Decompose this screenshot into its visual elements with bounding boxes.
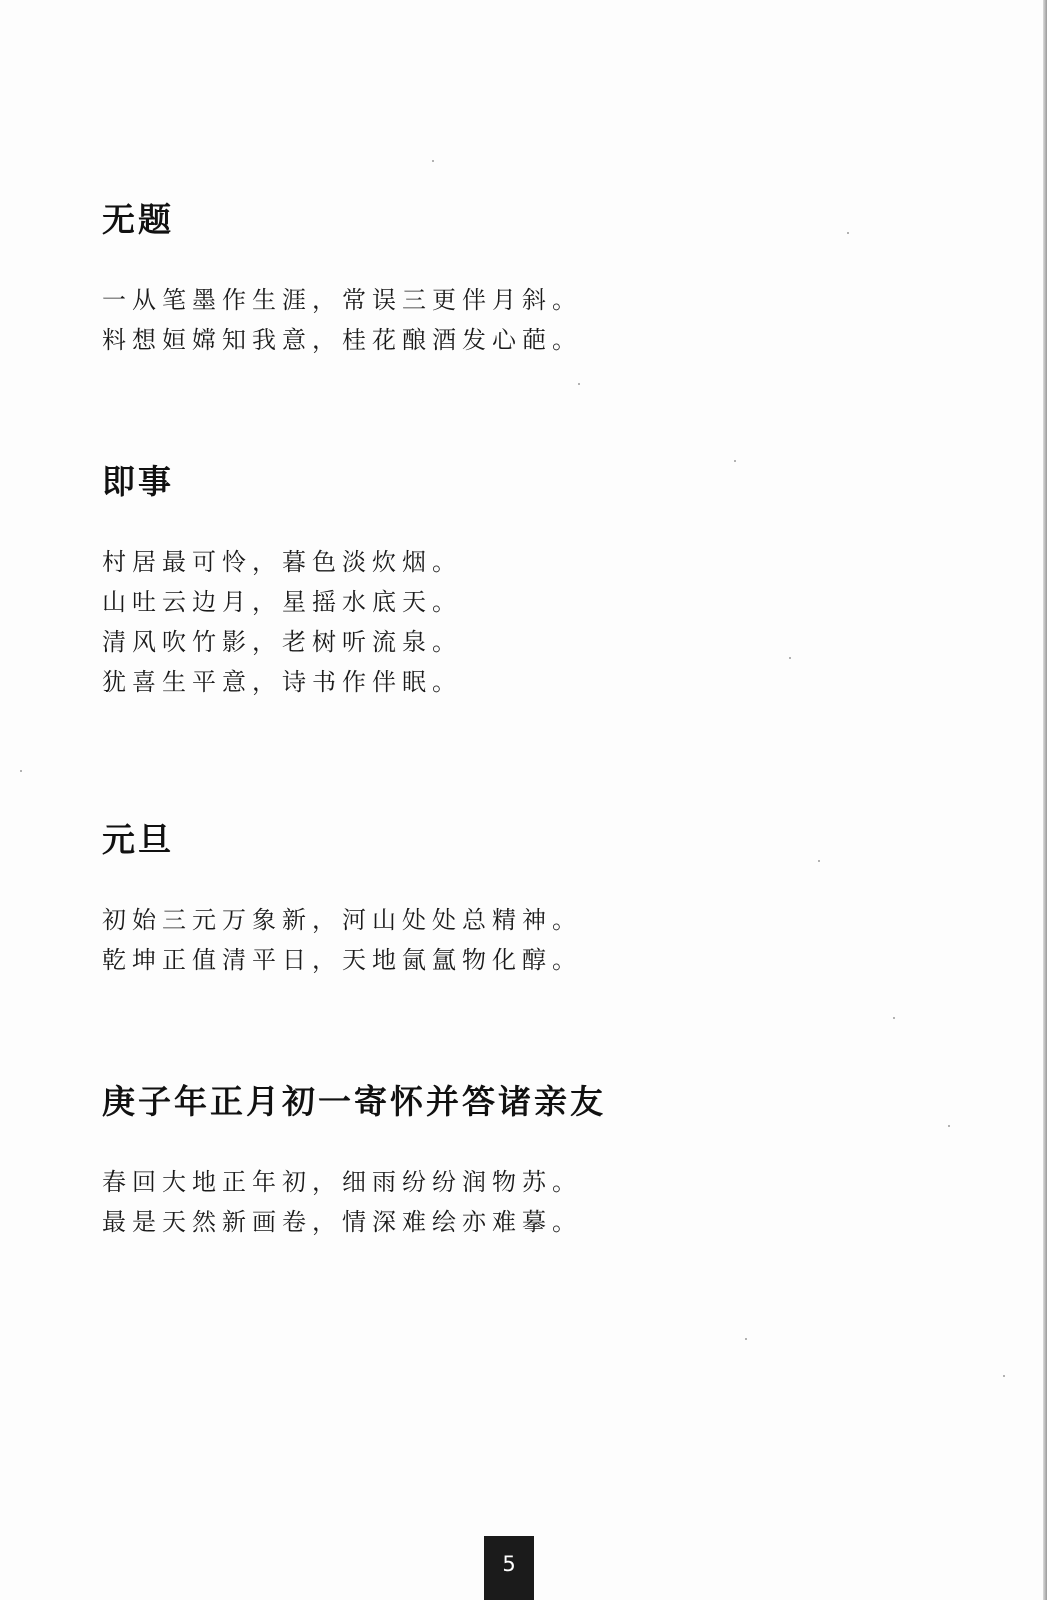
poem-yuandan (102, 820, 582, 980)
poem-body (102, 542, 462, 702)
scan-speck (789, 657, 791, 659)
page-number: 5 (484, 1536, 534, 1600)
page-edge-shadow (1043, 0, 1047, 1600)
scan-speck (847, 232, 849, 234)
scan-speck (578, 383, 580, 385)
poem-line: 春回大地正年初，细雨纷纷润物苏。 (102, 1168, 582, 1196)
poem-title: 元旦 (102, 820, 174, 859)
poem-wuti (102, 200, 582, 360)
scan-speck (734, 460, 736, 462)
poem-jishi (102, 462, 462, 702)
poem-line: 清风吹竹影，老树听流泉。 (102, 628, 462, 656)
poem-line: 最是天然新画卷，情深难绘亦难摹。 (102, 1208, 582, 1236)
scan-speck (1003, 1375, 1005, 1377)
poem-body (102, 900, 582, 980)
scan-speck (20, 770, 22, 772)
scan-speck (745, 1338, 747, 1340)
scan-speck (818, 860, 820, 862)
poem-line: 初始三元万象新，河山处处总精神。 (102, 906, 582, 934)
poem-gengzi-new-year (102, 1082, 606, 1242)
poem-line: 一从笔墨作生涯，常误三更伴月斜。 (102, 286, 582, 314)
poem-line: 村居最可怜，暮色淡炊烟。 (102, 548, 462, 576)
poem-line: 山吐云边月，星摇水底天。 (102, 588, 462, 616)
poem-line: 料想姮嫦知我意，桂花酿酒发心葩。 (102, 326, 582, 354)
scan-speck (432, 160, 434, 162)
poem-body (102, 1162, 606, 1242)
poem-line: 犹喜生平意，诗书作伴眠。 (102, 668, 462, 696)
poem-title: 即事 (102, 462, 174, 501)
scan-speck (948, 1125, 950, 1127)
poem-title: 无题 (102, 200, 174, 239)
poem-body (102, 280, 582, 360)
poem-line: 乾坤正值清平日，天地氤氲物化醇。 (102, 946, 582, 974)
scan-speck (893, 1017, 895, 1019)
poem-title: 庚子年正月初一寄怀并答诸亲友 (102, 1082, 606, 1121)
